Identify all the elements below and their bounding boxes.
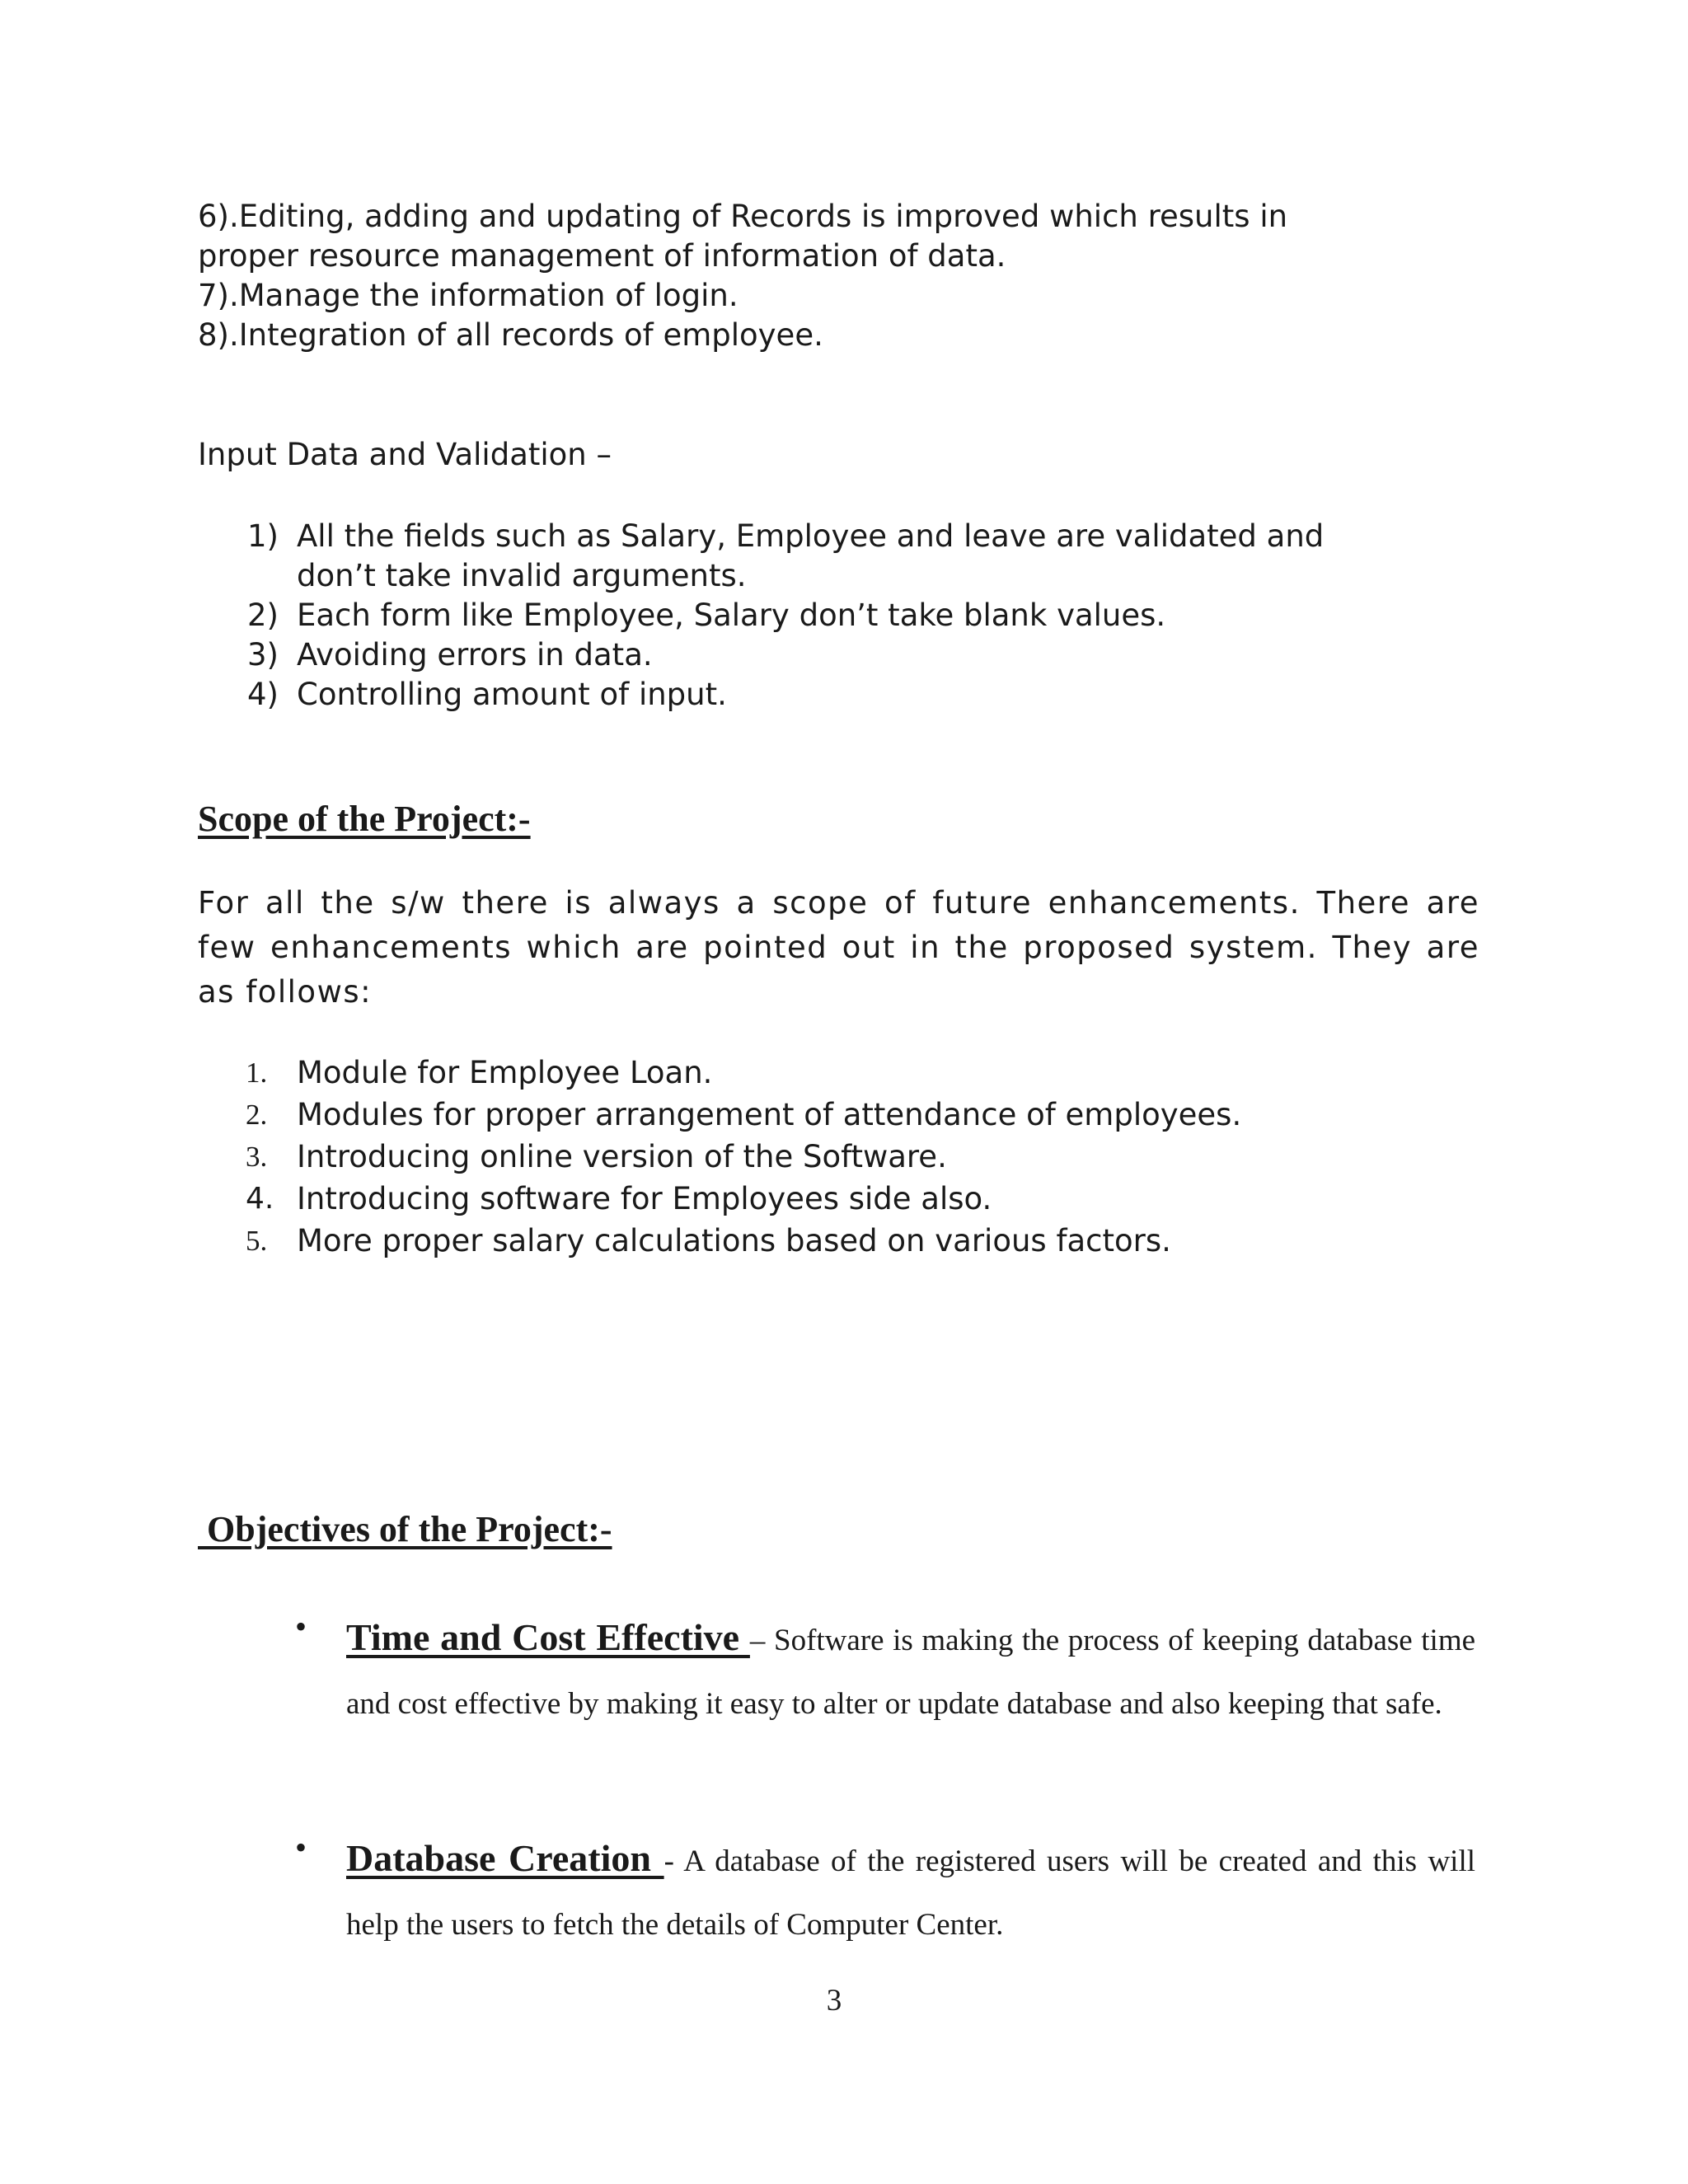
list-item: [198, 635, 1500, 675]
objective-item: [346, 1605, 1475, 1736]
input-validation-heading: Input Data and Validation –: [198, 437, 612, 472]
list-item-number: 2): [247, 598, 279, 633]
list-item-number: 1): [247, 518, 279, 554]
list-item-text: Modules for proper arrangement of attendance of employees.: [297, 1097, 1242, 1132]
list-item-text: Introducing online version of the Software.: [297, 1139, 947, 1174]
list-item: [198, 1220, 1500, 1262]
objective-item: [346, 1826, 1475, 1957]
list-item: [198, 675, 1500, 715]
intro-line: 7).Manage the information of login.: [198, 278, 738, 313]
list-item-text: Module for Employee Loan.: [297, 1055, 713, 1090]
intro-line: 8).Integration of all records of employee.: [198, 317, 823, 353]
list-item-number: 4): [247, 677, 279, 712]
enhancements-list: [198, 1052, 1500, 1262]
list-item-number: 3.: [246, 1141, 268, 1173]
intro-line: proper resource management of information of data.: [198, 238, 1006, 274]
list-item: [198, 1136, 1500, 1178]
list-item-text: Introducing software for Employees side also.: [297, 1181, 992, 1216]
list-item: [198, 1178, 1500, 1220]
intro-line: 6).Editing, adding and updating of Records is improved which results in: [198, 199, 1288, 234]
list-item-number: 5.: [246, 1225, 268, 1257]
validation-list: [198, 517, 1500, 715]
scope-paragraph: For all the s/w there is always a scope of future enhancements. There are few enhancements which are pointed out in the proposed system. They are as follows:: [198, 885, 1479, 1010]
list-item-text: Each form like Employee, Salary don’t take blank values.: [297, 598, 1166, 633]
list-item-text: More proper salary calculations based on various factors.: [297, 1223, 1171, 1258]
list-item-number: 3): [247, 637, 279, 673]
list-item-number: 2.: [246, 1099, 268, 1131]
list-item: [198, 1052, 1500, 1094]
list-item-text: Controlling amount of input.: [297, 677, 727, 712]
objective-text: A database of the registered users will be created and this will help the users to fetch the details of Computer Center.: [346, 1844, 1476, 1942]
objective-title: Time and Cost Effective: [346, 1616, 750, 1658]
objective-text: Software is making the process of keeping database time and cost effective by making it easy to alter or update database and also keeping that safe.: [346, 1624, 1476, 1721]
objectives-heading: Objectives of the Project:-: [198, 1509, 612, 1549]
list-item-text: All the fields such as Salary, Employee and leave are validated and: [297, 518, 1325, 554]
page-number: 3: [826, 1984, 842, 2018]
scope-heading: Scope of the Project:-: [198, 799, 531, 839]
objective-separator: -: [663, 1844, 684, 1878]
list-item-number: 1.: [246, 1057, 268, 1089]
bullet-icon: •: [295, 1829, 307, 1866]
objective-separator: –: [749, 1624, 774, 1657]
list-item-number: 4.: [246, 1182, 274, 1216]
list-item: [198, 517, 1500, 596]
list-item: [198, 596, 1500, 635]
list-item: [198, 1094, 1500, 1136]
list-item-text: don’t take invalid arguments.: [297, 558, 747, 593]
intro-list: [198, 197, 1500, 355]
objective-title: Database Creation: [346, 1837, 664, 1879]
bullet-icon: •: [295, 1608, 307, 1645]
list-item-text: Avoiding errors in data.: [297, 637, 653, 673]
